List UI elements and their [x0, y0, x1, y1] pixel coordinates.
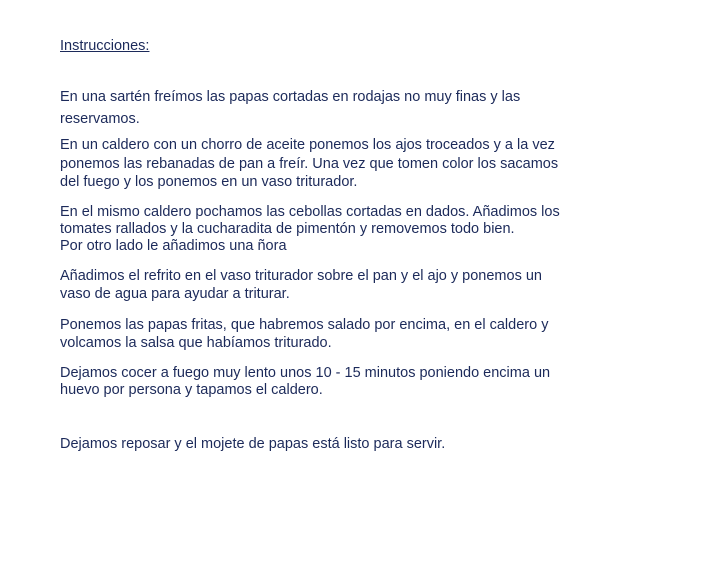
instruction-paragraph-5: Ponemos las papas fritas, que habremos salado por encima, en el caldero y volcamos la salsa que habíamos triturado. — [60, 316, 549, 351]
instruction-paragraph-7: Dejamos reposar y el mojete de papas está listo para servir. — [60, 435, 446, 452]
instructions-heading: Instrucciones: — [60, 38, 150, 54]
instruction-paragraph-2: En un caldero con un chorro de aceite ponemos los ajos troceados y a la vez ponemos las rebanadas de pan a freír. Una vez que tomen color los sacamos del fuego y los ponemos en un vaso triturador. — [60, 137, 559, 190]
instruction-paragraph-1: En una sartén freímos las papas cortadas en rodajas no muy finas y las reservamos. — [60, 89, 521, 127]
document-page — [60, 36, 690, 465]
instruction-paragraph-3: En el mismo caldero pochamos las cebollas cortadas en dados. Añadimos los tomates rallados y la cucharadita de pimentón y removemos todo bien. Por otro lado le añadimos una ñora — [60, 203, 560, 254]
instruction-paragraph-4: Añadimos el refrito en el vaso triturador sobre el pan y el ajo y ponemos un vaso de agua para ayudar a triturar. — [60, 267, 542, 302]
instruction-paragraph-6: Dejamos cocer a fuego muy lento unos 10 - 15 minutos poniendo encima un huevo por persona y tapamos el caldero. — [60, 364, 551, 398]
